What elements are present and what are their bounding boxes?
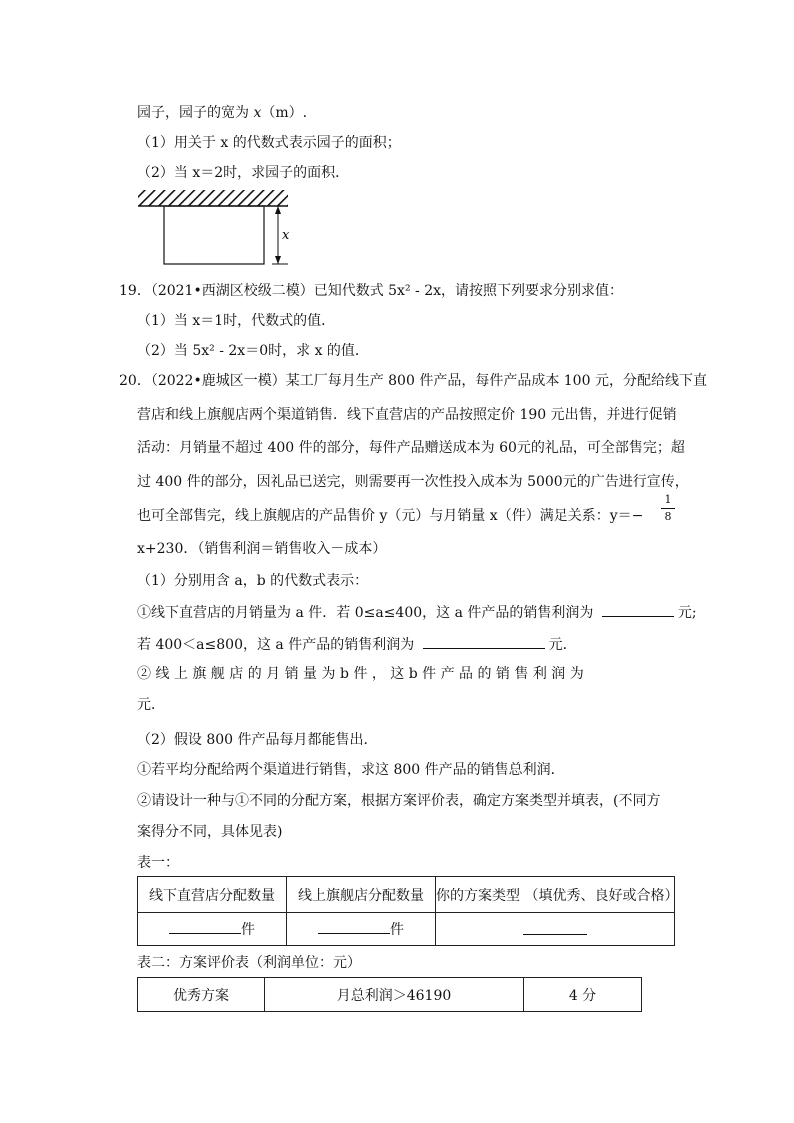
table1-header-plan-type: 你的方案类型 （填优秀、良好或合格） [436,877,675,913]
fraction-denominator: 8 [664,510,672,523]
q20-line5: 也可全部售完，线上旗舰店的产品售价 y（元）与月销量 x（件）满足关系：y＝− [137,508,644,524]
garden-rect [164,206,264,264]
table1-cell-plan-type [436,913,675,946]
table1-header-row [138,877,675,913]
q20-sub1a: ①线下直营店的月销量为 a 件．若 0≤a≤400，这 a 件产品的销售利润为 元; [137,602,697,623]
table1 [137,876,679,946]
table2-title: 表二：方案评价表（利润单位：元） [137,955,361,971]
q20-line6: x+230．（销售利润＝销售收入－成本） [137,541,387,557]
q20-sub2: （2）假设 800 件产品每月都能售出． [137,732,378,748]
table1-cell-offline: 件 [138,913,287,946]
table2 [137,977,642,1012]
table1-title: 表一： [137,855,179,871]
q19-part2: （2）当 5x² - 2x＝0时，求 x 的值． [137,343,369,359]
table1-answer-row [138,913,675,946]
q20-sub2b-line1: ②请设计一种与①不同的分配方案，根据方案评价表，确定方案类型并填表，(不同方 [137,793,661,809]
garden-figure [136,188,306,270]
answer-blank-offline[interactable] [169,919,241,934]
table2-cell-score: 4 分 [524,978,642,1012]
dimension-label: x [282,228,290,243]
q20-line4: 过 400 件的部分，因礼品已送完，则需要再一次性投入成本为 5000元的广告进行宣传， [137,474,689,490]
table1-header-offline: 线下直营店分配数量 [138,877,287,913]
q18-part1: （1）用关于 x 的代数式表示园子的面积； [137,135,401,151]
q20-sub2b-line2: 案得分不同，具体见表) [137,824,283,840]
table2-cell-condition: 月总利润＞46190 [265,978,524,1012]
q20-sub1c-end: 元． [137,697,165,713]
table1-cell-online: 件 [287,913,436,946]
q20-sub1c: ② 线 上 旗 舰 店 的 月 销 量 为 b 件 ， 这 b 件 产 品 的 销 售 利 润 为 [137,666,584,682]
q20-line3: 活动：月销量不超过 400 件的部分，每件产品赠送成本为 60元的礼品，可全部售完；超 [137,440,685,456]
q18-intro: 园子，园子的宽为 x（m）. [137,105,308,121]
answer-blank-1[interactable] [602,602,674,617]
q20-line2: 营店和线上旗舰店两个渠道销售．线下直营店的产品按照定价 190 元出售，并进行促销 [137,407,677,423]
q18-part2: （2）当 x＝2时，求园子的面积． [137,165,350,181]
wall-hatch [138,190,288,206]
table2-row [138,978,642,1012]
q19-part1: （1）当 x＝1时，代数式的值． [137,313,336,329]
answer-blank-online[interactable] [318,919,390,934]
fraction [661,494,675,523]
table1-header-online: 线上旗舰店分配数量 [287,877,436,913]
q19-heading: 19．（2021•西湖区校级二模）已知代数式 5x² - 2x，请按照下列要求分别求值： [119,283,623,299]
table2-cell-plan: 优秀方案 [138,978,265,1012]
q20-sub1: （1）分别用含 a，b 的代数式表示： [137,573,369,589]
answer-blank-plan-type[interactable] [523,920,587,935]
fraction-numerator: 1 [664,493,672,506]
q20-line1: 20．（2022•鹿城区一模）某工厂每月生产 800 件产品，每件产品成本 100 元，分配给线下直 [119,373,707,389]
answer-blank-2[interactable] [423,634,545,649]
q20-sub1b: 若 400＜a≤800，这 a 件产品的销售利润为 元． [137,634,577,655]
q20-sub2a: ①若平均分配给两个渠道进行销售，求这 800 件产品的销售总利润． [137,762,565,778]
